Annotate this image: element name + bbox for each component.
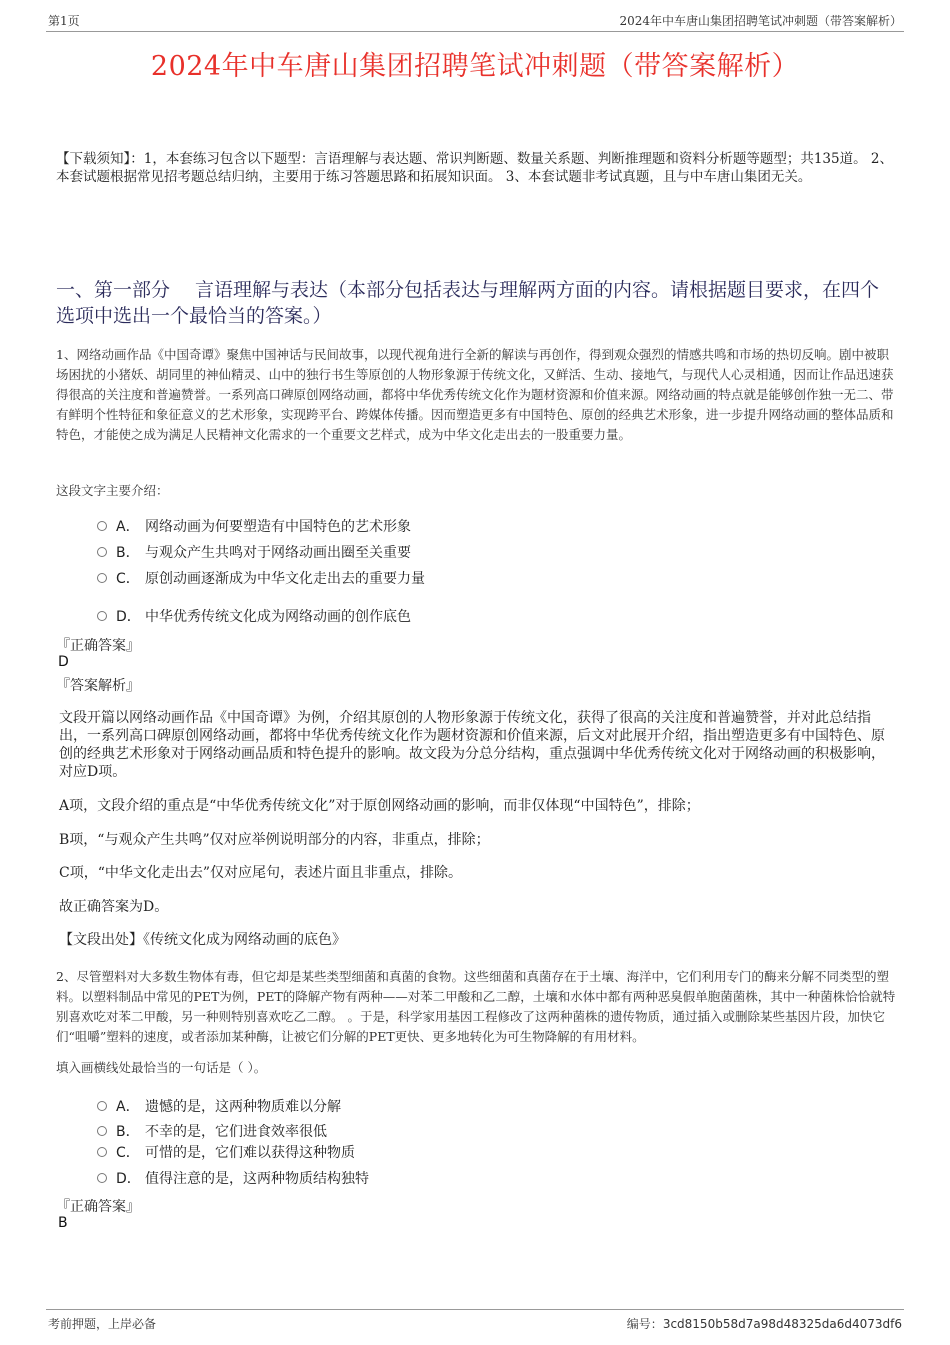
option-letter: B． xyxy=(116,545,140,561)
document-title: 2024年中车唐山集团招聘笔试冲刺题（带答案解析） xyxy=(150,51,800,82)
q1-option-d[interactable] xyxy=(97,606,411,626)
option-text: 可惜的是，它们难以获得这种物质 xyxy=(145,1145,355,1161)
option-letter: D． xyxy=(116,1171,141,1187)
question-2-prompt: 填入画横线处最恰当的一句话是（ ）。 xyxy=(56,1060,267,1075)
q2-option-b[interactable] xyxy=(97,1121,327,1141)
q2-answer-label: 『正确答案』 xyxy=(56,1199,140,1215)
footer-code-label: 编号： xyxy=(626,1317,663,1331)
q2-option-a[interactable] xyxy=(97,1096,341,1116)
radio-icon[interactable] xyxy=(97,611,107,621)
radio-icon[interactable] xyxy=(97,1101,107,1111)
option-letter: D． xyxy=(116,609,141,625)
option-text: 中华优秀传统文化成为网络动画的创作底色 xyxy=(145,609,411,625)
q1-analysis-option-c: C项，“中华文化走出去”仅对应尾句，表述片面且非重点，排除。 xyxy=(59,865,463,881)
question-1-text: 1、网络动画作品《中国奇谭》聚焦中国神话与民间故事，以现代视角进行全新的解读与再创作，得到观众强烈的情感共鸣和市场的热切反响。剧中被职场困扰的小猪妖、胡同里的神仙精灵、山中的独行书生等原创的人物形象源于传统文化，又鲜活、生动、接地气，与现代人心灵相通，因而让作品迅速获得很高的关注度和普遍赞誉。一系列高口碑原创网络动画，都将中华优秀传统文化作为题材资源和价值来源。网络动画的特点就是能够创作独一无二、带有鲜明个性特征和象征意义的艺术形象，实现跨平台、跨媒体传播。因而塑造更多有中国特色、原创的经典艺术形象，进一步提升网络动画的整体品质和特色，才能使之成为满足人民精神文化需求的一个重要文艺样式，成为中华文化走出去的一股重要力量。 xyxy=(56,347,894,442)
header-doc-title: 2024年中车唐山集团招聘笔试冲刺题（带答案解析） xyxy=(619,14,902,28)
q2-option-c[interactable] xyxy=(97,1142,355,1162)
q1-analysis-option-a: A项，文段介绍的重点是“中华优秀传统文化”对于原创网络动画的影响，而非仅体现“中国特色”，排除； xyxy=(59,798,700,814)
q1-analysis-option-b: B项，“与观众产生共鸣”仅对应举例说明部分的内容，非重点，排除； xyxy=(59,832,490,848)
header-divider xyxy=(46,31,904,32)
q1-option-b[interactable] xyxy=(97,542,411,562)
footer-code-value: 3cd8150b58d7a98d48325da6d4073df6 xyxy=(662,1317,902,1331)
footer-code xyxy=(627,1315,902,1332)
option-letter: B． xyxy=(116,1124,140,1140)
option-letter: C． xyxy=(116,1145,140,1161)
question-2-text: 2、尽管塑料对大多数生物体有毒，但它却是某些类型细菌和真菌的食物。这些细菌和真菌存在于土壤、海洋中，它们利用专门的酶来分解不同类型的塑料。以塑料制品中常见的PET为例，PET的降解产物有两种——对苯二甲酸和乙二醇，土壤和水体中都有两种恶臭假单胞菌菌株，其中一种菌株恰恰就特别喜欢吃对苯二甲酸，另一种则特别喜欢吃乙二醇。 。于是，科学家用基因工程修改了这两种菌株的遗传物质，通过插入或删除某些基因片段，加快它们“咀嚼”塑料的速度，或者添加某种酶，让被它们分解的PET更快、更多地转化为可生物降解的有用材料。 xyxy=(56,969,896,1044)
q1-analysis-paragraph: 文段开篇以网络动画作品《中国奇谭》为例，介绍其原创的人物形象源于传统文化，获得了很高的关注度和普遍赞誉，并对此总结指出，一系列高口碑原创网络动画，都将中华优秀传统文化作为题材资源和价值来源，后文对此展开介绍，指出塑造更多有中国特色、原创的经典艺术形象对于网络动画品质和特色提升的影响。故文段为分总分结构，重点强调中华优秀传统文化对于网络动画的积极影响，对应D项。 xyxy=(59,710,885,780)
option-text: 遗憾的是，这两种物质难以分解 xyxy=(145,1099,341,1115)
q1-option-c[interactable] xyxy=(97,568,425,588)
option-text: 不幸的是，它们进食效率很低 xyxy=(145,1124,327,1140)
download-notice: 【下载须知】：1，本套练习包含以下题型：言语理解与表达题、常识判断题、数量关系题、判断推理题和资料分析题等题型；共135道。 2、本套试题根据常见招考题总结归纳，主要用于练习答题思路和拓展知识面。 3、本套试题非考试真题，且与中车唐山集团无关。 xyxy=(56,151,893,185)
q1-answer: D xyxy=(58,654,69,670)
footer-divider xyxy=(46,1309,904,1310)
option-letter: A． xyxy=(116,519,140,535)
question-1-prompt: 这段文字主要介绍： xyxy=(56,483,169,498)
option-text: 值得注意的是，这两种物质结构独特 xyxy=(145,1171,369,1187)
q1-source: 【文段出处】《传统文化成为网络动画的底色》 xyxy=(59,932,346,948)
radio-icon[interactable] xyxy=(97,1173,107,1183)
q2-answer: B xyxy=(58,1215,68,1231)
option-text: 与观众产生共鸣对于网络动画出圈至关重要 xyxy=(145,545,411,561)
q1-answer-label: 『正确答案』 xyxy=(56,638,140,654)
footer-slogan: 考前押题，上岸必备 xyxy=(48,1317,157,1331)
option-text: 原创动画逐渐成为中华文化走出去的重要力量 xyxy=(145,571,425,587)
radio-icon[interactable] xyxy=(97,573,107,583)
q1-option-a[interactable] xyxy=(97,516,411,536)
option-letter: A． xyxy=(116,1099,140,1115)
q2-option-d[interactable] xyxy=(97,1168,369,1188)
radio-icon[interactable] xyxy=(97,1126,107,1136)
radio-icon[interactable] xyxy=(97,547,107,557)
option-text: 网络动画为何要塑造有中国特色的艺术形象 xyxy=(145,519,411,535)
option-letter: C． xyxy=(116,571,140,587)
q1-analysis-label: 『答案解析』 xyxy=(56,678,140,694)
section-title: 一、第一部分 言语理解与表达（本部分包括表达与理解两方面的内容。请根据题目要求，在四个选项中选出一个最恰当的答案。） xyxy=(56,279,880,327)
radio-icon[interactable] xyxy=(97,1147,107,1157)
radio-icon[interactable] xyxy=(97,521,107,531)
header-page-label: 第1页 xyxy=(48,14,80,28)
q1-analysis-conclusion: 故正确答案为D。 xyxy=(59,899,169,915)
